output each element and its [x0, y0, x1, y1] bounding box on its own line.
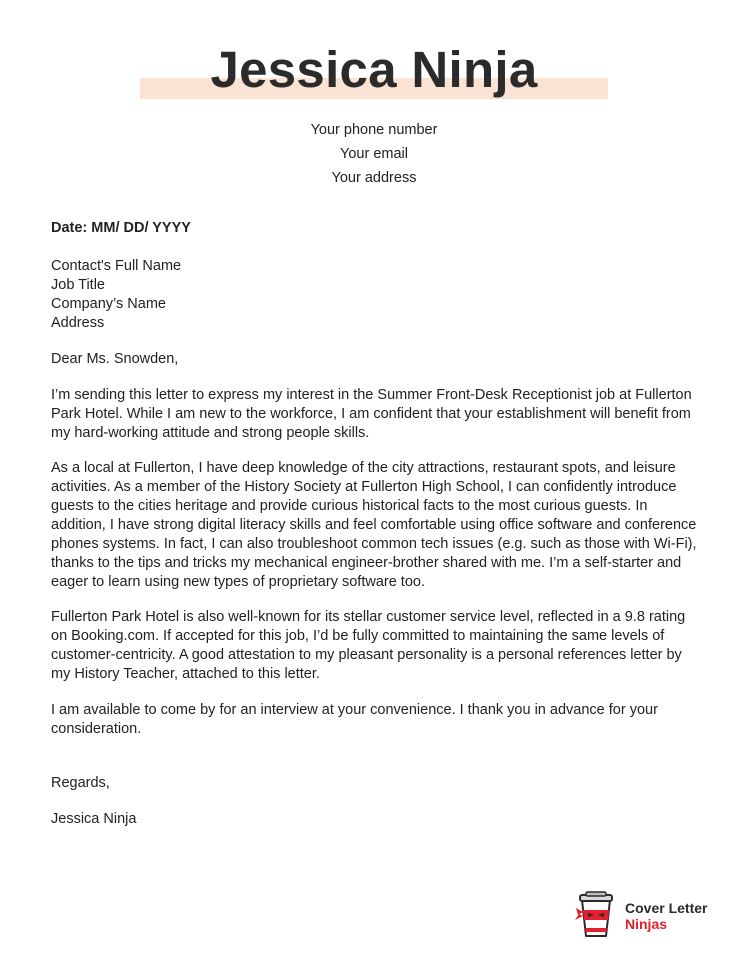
- recipient-address: Address: [51, 315, 105, 331]
- applicant-name: Jessica Ninja: [210, 41, 538, 98]
- recipient-full-name: Contact's Full Name: [51, 258, 182, 274]
- paragraph-intro: I’m sending this letter to express my interest in the Summer Front-Desk Receptionist job at Fullerton Park Hotel. While I am new to the workforce, I am confident that your establishment will benefit from my hard-working attitude and strong people skills.: [51, 387, 692, 441]
- recipient-company: Company’s Name: [51, 296, 166, 312]
- salutation: Dear Ms. Snowden,: [51, 351, 179, 367]
- name-header: [0, 40, 748, 104]
- logo-line-1: Cover Letter: [625, 900, 708, 916]
- paragraph-skills: As a local at Fullerton, I have deep knowledge of the city attractions, restaurant spots, and leisure activities. As a member of the History Society at Fullerton High School, I can confidently introduce guests to the cities heritage and provide curious historical facts to the most curious guests. In addition, I have strong digital literacy skills and feel comfortable using office software and conference phones systems. In fact, I can also troubleshoot common tech issues (e.g. such as those with Wi-Fi), thanks to the tips and tricks my mechanical engineer-brother shared with me. I’m a self-starter and eager to learn using new types of proprietary software too.: [51, 460, 697, 590]
- paragraph-closing: I am available to come by for an interview at your convenience. I thank you in advance for your consideration.: [51, 702, 658, 737]
- cover-letter-ninjas-logo: [574, 890, 724, 938]
- address: Your address: [331, 170, 417, 186]
- logo-line-2: Ninjas: [625, 916, 668, 932]
- paragraph-company: Fullerton Park Hotel is also well-known for its stellar customer service level, reflected in a 9.8 rating on Booking.com. If accepted for this job, I’d be fully committed to maintaining the same levels of customer-centricity. A good attestation to my pleasant personality is a personal references letter by my History Teacher, attached to this letter.: [51, 609, 686, 682]
- recipient-job-title: Job Title: [51, 277, 105, 293]
- letter-date: Date: MM/ DD/ YYYY: [51, 220, 191, 236]
- phone-number: Your phone number: [310, 122, 438, 138]
- recipient-block: [51, 257, 699, 333]
- email: Your email: [340, 146, 408, 162]
- closing: Regards,: [51, 775, 110, 791]
- contact-info: [0, 118, 748, 190]
- ninja-cup-icon: [574, 890, 618, 938]
- logo-wordmark: [625, 900, 707, 932]
- signature: Jessica Ninja: [51, 811, 137, 827]
